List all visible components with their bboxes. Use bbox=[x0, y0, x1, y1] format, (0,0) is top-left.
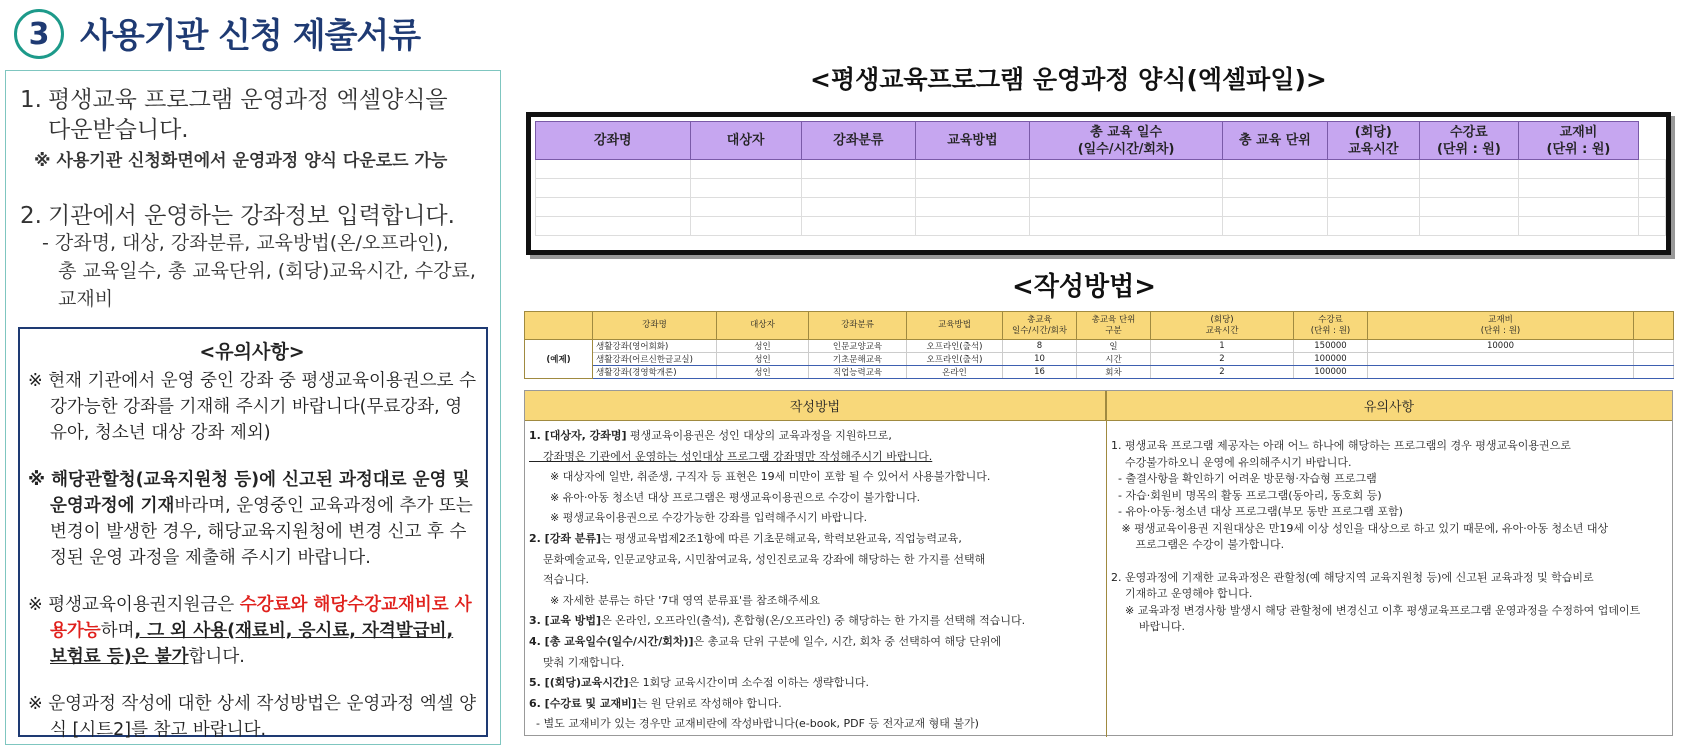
excel-header-cell: (회당) 교육시간 bbox=[1327, 122, 1419, 160]
caution-guide-line: 수강불가하오니 운영에 유의해주시기 바랍니다. bbox=[1111, 455, 1352, 469]
caution-guide-line: ※ 교육과정 변경사항 발생시 해당 관할청에 변경신고 이후 평생교육프로그램 운영과정을 수정하여 업데이트 bbox=[1111, 603, 1641, 617]
step2-text: 기관에서 운영하는 강좌정보 입력합니다. bbox=[48, 203, 455, 229]
method-right-content bbox=[1111, 438, 1669, 636]
method-divider bbox=[1106, 391, 1107, 737]
caution-guide-line: - 자습·회원비 명목의 활동 프로그램(동아리, 동호회 등) bbox=[1111, 488, 1382, 502]
example-header-cell: 수강료 (단위 : 원) bbox=[1294, 312, 1368, 340]
example-table bbox=[524, 311, 1674, 379]
caution-guide-line: 프로그램은 수강이 불가합니다. bbox=[1111, 538, 1285, 551]
caution-text: 하며 bbox=[100, 621, 135, 641]
method-left-header: 작성방법 bbox=[525, 391, 1106, 421]
method-line-text: 평생교육이용권은 성인 대상의 교육과정을 지원하므로, bbox=[626, 429, 892, 442]
caution-text: ※ 평생교육이용권지원금은 bbox=[28, 595, 240, 615]
method-line-text: 는 원 단위로 작성해야 합니다. bbox=[636, 696, 782, 710]
method-line-text: 맞춰 기재합니다. bbox=[529, 655, 625, 669]
method-line-text: 은 총교육 단위 구분에 일수, 시간, 회차 중 선택하여 해당 단위에 bbox=[693, 634, 1002, 648]
excel-empty-row bbox=[536, 217, 1666, 236]
example-cell: 1 bbox=[1151, 340, 1294, 353]
example-cell bbox=[1368, 366, 1634, 379]
example-cell: 오프라인(출석) bbox=[907, 340, 1003, 353]
example-cell: 10 bbox=[1003, 353, 1077, 366]
method-line bbox=[529, 508, 1099, 529]
example-cell: 생활강좌(어르신한글교실) bbox=[593, 353, 717, 366]
caution-underline: , 그 외 사용(재료비, 응시료, 자격발급비, 보험료 등)은 불가 bbox=[50, 621, 454, 667]
example-header-cell: 강좌분류 bbox=[809, 312, 907, 340]
example-cell: 오프라인(출석) bbox=[907, 353, 1003, 366]
method-line bbox=[529, 714, 1099, 735]
method-line-label: 4. [총 교육일수(일수/시간/회차)] bbox=[529, 634, 694, 648]
caution-box bbox=[18, 327, 488, 740]
example-cell bbox=[1368, 353, 1634, 366]
step2-detail-line: - 강좌명, 대상, 강좌분류, 교육방법(온/오프라인), bbox=[42, 232, 449, 254]
example-cell: 10000 bbox=[1368, 340, 1634, 353]
caution-guide-line: ※ 평생교육이용권 지원대상은 만19세 이상 성인을 대상으로 하고 있기 때문에, 유아·아동 청소년 대상 bbox=[1111, 521, 1609, 535]
caution-guide-line: - 출결사항을 확인하기 어려운 방문형·자습형 프로그램 bbox=[1111, 472, 1377, 485]
example-row-label: (예제) bbox=[525, 340, 593, 379]
method-line-text: 는 평생교육법제2조1항에 따른 기초문해교육, 학력보완교육, 직업능력교육, bbox=[601, 531, 962, 545]
excel-header-cell: 교육방법 bbox=[915, 122, 1029, 160]
caution-text: 바라며, 운영중인 교육과정에 추가 또는 변경이 발생한 경우, 해당교육지원청에 변경 신고 후 수정된 운영 과정을 제출해 주시기 바랍니다. bbox=[50, 496, 473, 568]
example-header-cell: 교육방법 bbox=[907, 312, 1003, 340]
instructions-panel bbox=[5, 70, 501, 745]
method-line-text: ※ 대상자에 일반, 취준생, 구직자 등 표현은 19세 미만이 포함 될 수 있어서 사용불가합니다. bbox=[529, 470, 991, 484]
method-line-text: - 별도 교재비가 있는 경우만 교재비란에 작성바랍니다(e-book, PDF 등 전자교재 형태 불가) bbox=[529, 717, 979, 731]
method-guide-box bbox=[524, 390, 1673, 736]
caution-bold-text: ※ 해당관할청(교육지원청 등)에 신고된 과정대로 운영 및 운영과정에 기재 bbox=[28, 470, 470, 516]
method-line-label: 1. [대상자, 강좌명] bbox=[529, 429, 627, 442]
method-line bbox=[529, 570, 1099, 591]
example-cell bbox=[1634, 366, 1674, 379]
example-header-cell: 총교육 일수/시간/회차 bbox=[1003, 312, 1077, 340]
method-line-text: ※ 유아·아동 청소년 대상 프로그램은 평생교육이용권으로 수강이 불가합니다. bbox=[529, 490, 921, 504]
example-cell: 성인 bbox=[717, 366, 809, 379]
method-line bbox=[529, 653, 1099, 674]
step-number-badge: 3 bbox=[14, 9, 64, 59]
step2-detail-line: 총 교육일수, 총 교육단위, (회당)교육시간, 수강료, bbox=[58, 260, 476, 282]
excel-header-cell: 대상자 bbox=[690, 122, 801, 160]
excel-header-cell: 수강료 (단위 : 원) bbox=[1419, 122, 1518, 160]
method-line-text: ※ 평생교육이용권으로 수강가능한 강좌를 입력해주시기 바랍니다. bbox=[529, 511, 868, 525]
step1-text: 평생교육 프로그램 운영과정 엑셀양식을 bbox=[48, 87, 448, 113]
example-cell: 생활강좌(영어회화) bbox=[593, 340, 717, 353]
excel-template-image bbox=[526, 112, 1671, 255]
example-cell: 16 bbox=[1003, 366, 1077, 379]
step2-detail bbox=[42, 229, 492, 313]
method-line bbox=[529, 467, 1099, 488]
caution-text: 합니다. bbox=[188, 647, 245, 667]
step1-heading bbox=[20, 81, 448, 114]
excel-empty-row bbox=[536, 198, 1666, 217]
caution-guide-line: 2. 운영과정에 기재한 교육과정은 관할청(예 해당지역 교육지원청 등)에 신고된 교육과정 및 학습비로 bbox=[1111, 570, 1594, 584]
example-header-cell: 강좌명 bbox=[593, 312, 717, 340]
example-cell: 8 bbox=[1003, 340, 1077, 353]
method-line bbox=[529, 591, 1099, 612]
method-line bbox=[529, 632, 1099, 653]
caution-guide-line: - 유아·아동·청소년 대상 프로그램(부모 동반 프로그램 포함) bbox=[1111, 505, 1403, 518]
step2-number: 2. bbox=[20, 203, 42, 229]
example-cell: 성인 bbox=[717, 340, 809, 353]
method-line bbox=[529, 694, 1099, 715]
caution-guide-line: 기재하고 운영해야 합니다. bbox=[1111, 587, 1253, 600]
example-row bbox=[525, 340, 1674, 353]
method-line-label: 6. [수강료 및 교재비] bbox=[529, 696, 637, 710]
method-line-text: 문화예술교육, 인문교양교육, 시민참여교육, 성인진로교육 강좌에 해당하는 한 가지를 선택해 bbox=[529, 552, 986, 566]
method-line-label: 3. [교육 방법] bbox=[529, 614, 602, 628]
example-cell: 회차 bbox=[1077, 366, 1151, 379]
method-left-content bbox=[529, 426, 1099, 735]
caution-guide-line: 1. 평생교육 프로그램 제공자는 아래 어느 하나에 해당하는 프로그램의 경우 평생교육이용권으로 bbox=[1111, 439, 1571, 452]
step1-text-cont: 다운받습니다. bbox=[48, 117, 189, 143]
example-header-cell bbox=[525, 312, 593, 340]
example-header-cell: (회당) 교육시간 bbox=[1151, 312, 1294, 340]
method-line bbox=[529, 488, 1099, 509]
example-cell: 100000 bbox=[1294, 366, 1368, 379]
step1-number: 1. bbox=[20, 87, 42, 113]
excel-header-cell: 총 교육 단위 bbox=[1223, 122, 1328, 160]
method-line-text: 강좌명은 기관에서 운영하는 성인대상 프로그램 강좌명만 작성해주시기 바랍니다. bbox=[529, 449, 933, 463]
example-cell: 100000 bbox=[1294, 353, 1368, 366]
example-cell: 생활강좌(경영학개론) bbox=[593, 366, 717, 379]
example-header-cell bbox=[1634, 312, 1674, 340]
caution-item bbox=[28, 467, 476, 571]
excel-template-title: <평생교육프로그램 운영과정 양식(엑셀파일)> bbox=[810, 65, 1327, 94]
example-cell: 기초문해교육 bbox=[809, 353, 907, 366]
excel-template-table bbox=[535, 121, 1666, 236]
example-row bbox=[525, 353, 1674, 366]
step2-heading bbox=[20, 197, 455, 230]
example-cell: 온라인 bbox=[907, 366, 1003, 379]
example-cell: 시간 bbox=[1077, 353, 1151, 366]
example-header-cell: 교재비 (단위 : 원) bbox=[1368, 312, 1634, 340]
method-line bbox=[529, 447, 1099, 468]
caution-item bbox=[28, 592, 476, 670]
example-row bbox=[525, 366, 1674, 379]
caution-item: ※ 운영과정 작성에 대한 상세 작성방법은 운영과정 엑셀 양식 [시트2]를 참고 바랍니다. bbox=[28, 694, 476, 740]
caution-guide-line: 바랍니다. bbox=[1111, 620, 1185, 633]
method-line bbox=[529, 426, 1099, 447]
method-title: <작성방법> bbox=[1012, 272, 1157, 302]
excel-header-cell: 강좌명 bbox=[536, 122, 691, 160]
method-line bbox=[529, 673, 1099, 694]
example-cell bbox=[1634, 353, 1674, 366]
excel-header-cell: 교재비 (단위 : 원) bbox=[1518, 122, 1638, 160]
example-cell: 150000 bbox=[1294, 340, 1368, 353]
method-right-header: 유의사항 bbox=[1106, 391, 1672, 421]
method-line bbox=[529, 611, 1099, 632]
method-line-text: 은 1회당 교육시간이며 소수점 이하는 생략합니다. bbox=[628, 676, 870, 690]
example-cell: 일 bbox=[1077, 340, 1151, 353]
example-header-cell: 대상자 bbox=[717, 312, 809, 340]
method-line-label: 2. [강좌 분류] bbox=[529, 531, 602, 545]
example-cell bbox=[1634, 340, 1674, 353]
method-line bbox=[529, 529, 1099, 550]
caution-guide-line bbox=[1111, 554, 1669, 570]
example-header-cell: 총교육 단위 구분 bbox=[1077, 312, 1151, 340]
example-cell: 인문교양교육 bbox=[809, 340, 907, 353]
method-line bbox=[529, 550, 1099, 571]
excel-empty-row bbox=[536, 179, 1666, 198]
caution-item: ※ 현재 기관에서 운영 중인 강좌 중 평생교육이용권으로 수강가능한 강좌를 기재해 주시기 바랍니다(무료강좌, 영유아, 청소년 대상 강좌 제외) bbox=[28, 371, 476, 443]
caution-highlight: 수강료와 해당수강교재비로 사용가능 bbox=[50, 595, 472, 641]
excel-header-cell: 총 교육 일수 (일수/시간/회차) bbox=[1029, 122, 1222, 160]
caution-title: <유의사항> bbox=[199, 341, 305, 363]
method-line-text: 은 온라인, 오프라인(출석), 혼합형(온/오프라인) 중 해당하는 한 가지를 선택해 적습니다. bbox=[601, 614, 1026, 628]
step2-detail-line: 교재비 bbox=[58, 288, 114, 310]
excel-header-cell: 강좌분류 bbox=[801, 122, 915, 160]
step1-note: ※ 사용기관 신청화면에서 운영과정 양식 다운로드 가능 bbox=[34, 151, 448, 171]
example-cell: 2 bbox=[1151, 366, 1294, 379]
example-header-row bbox=[525, 312, 1674, 340]
excel-empty-row bbox=[536, 160, 1666, 179]
method-line-text: 적습니다. bbox=[529, 573, 589, 587]
example-cell: 성인 bbox=[717, 353, 809, 366]
example-cell: 2 bbox=[1151, 353, 1294, 366]
excel-header-row bbox=[536, 122, 1666, 160]
example-cell: 직업능력교육 bbox=[809, 366, 907, 379]
method-line-label: 5. [(회당)교육시간] bbox=[529, 676, 629, 690]
method-line-text: ※ 자세한 분류는 하단 '7대 영역 분류표'를 참조해주세요 bbox=[529, 593, 820, 607]
page-title: 사용기관 신청 제출서류 bbox=[80, 16, 421, 56]
